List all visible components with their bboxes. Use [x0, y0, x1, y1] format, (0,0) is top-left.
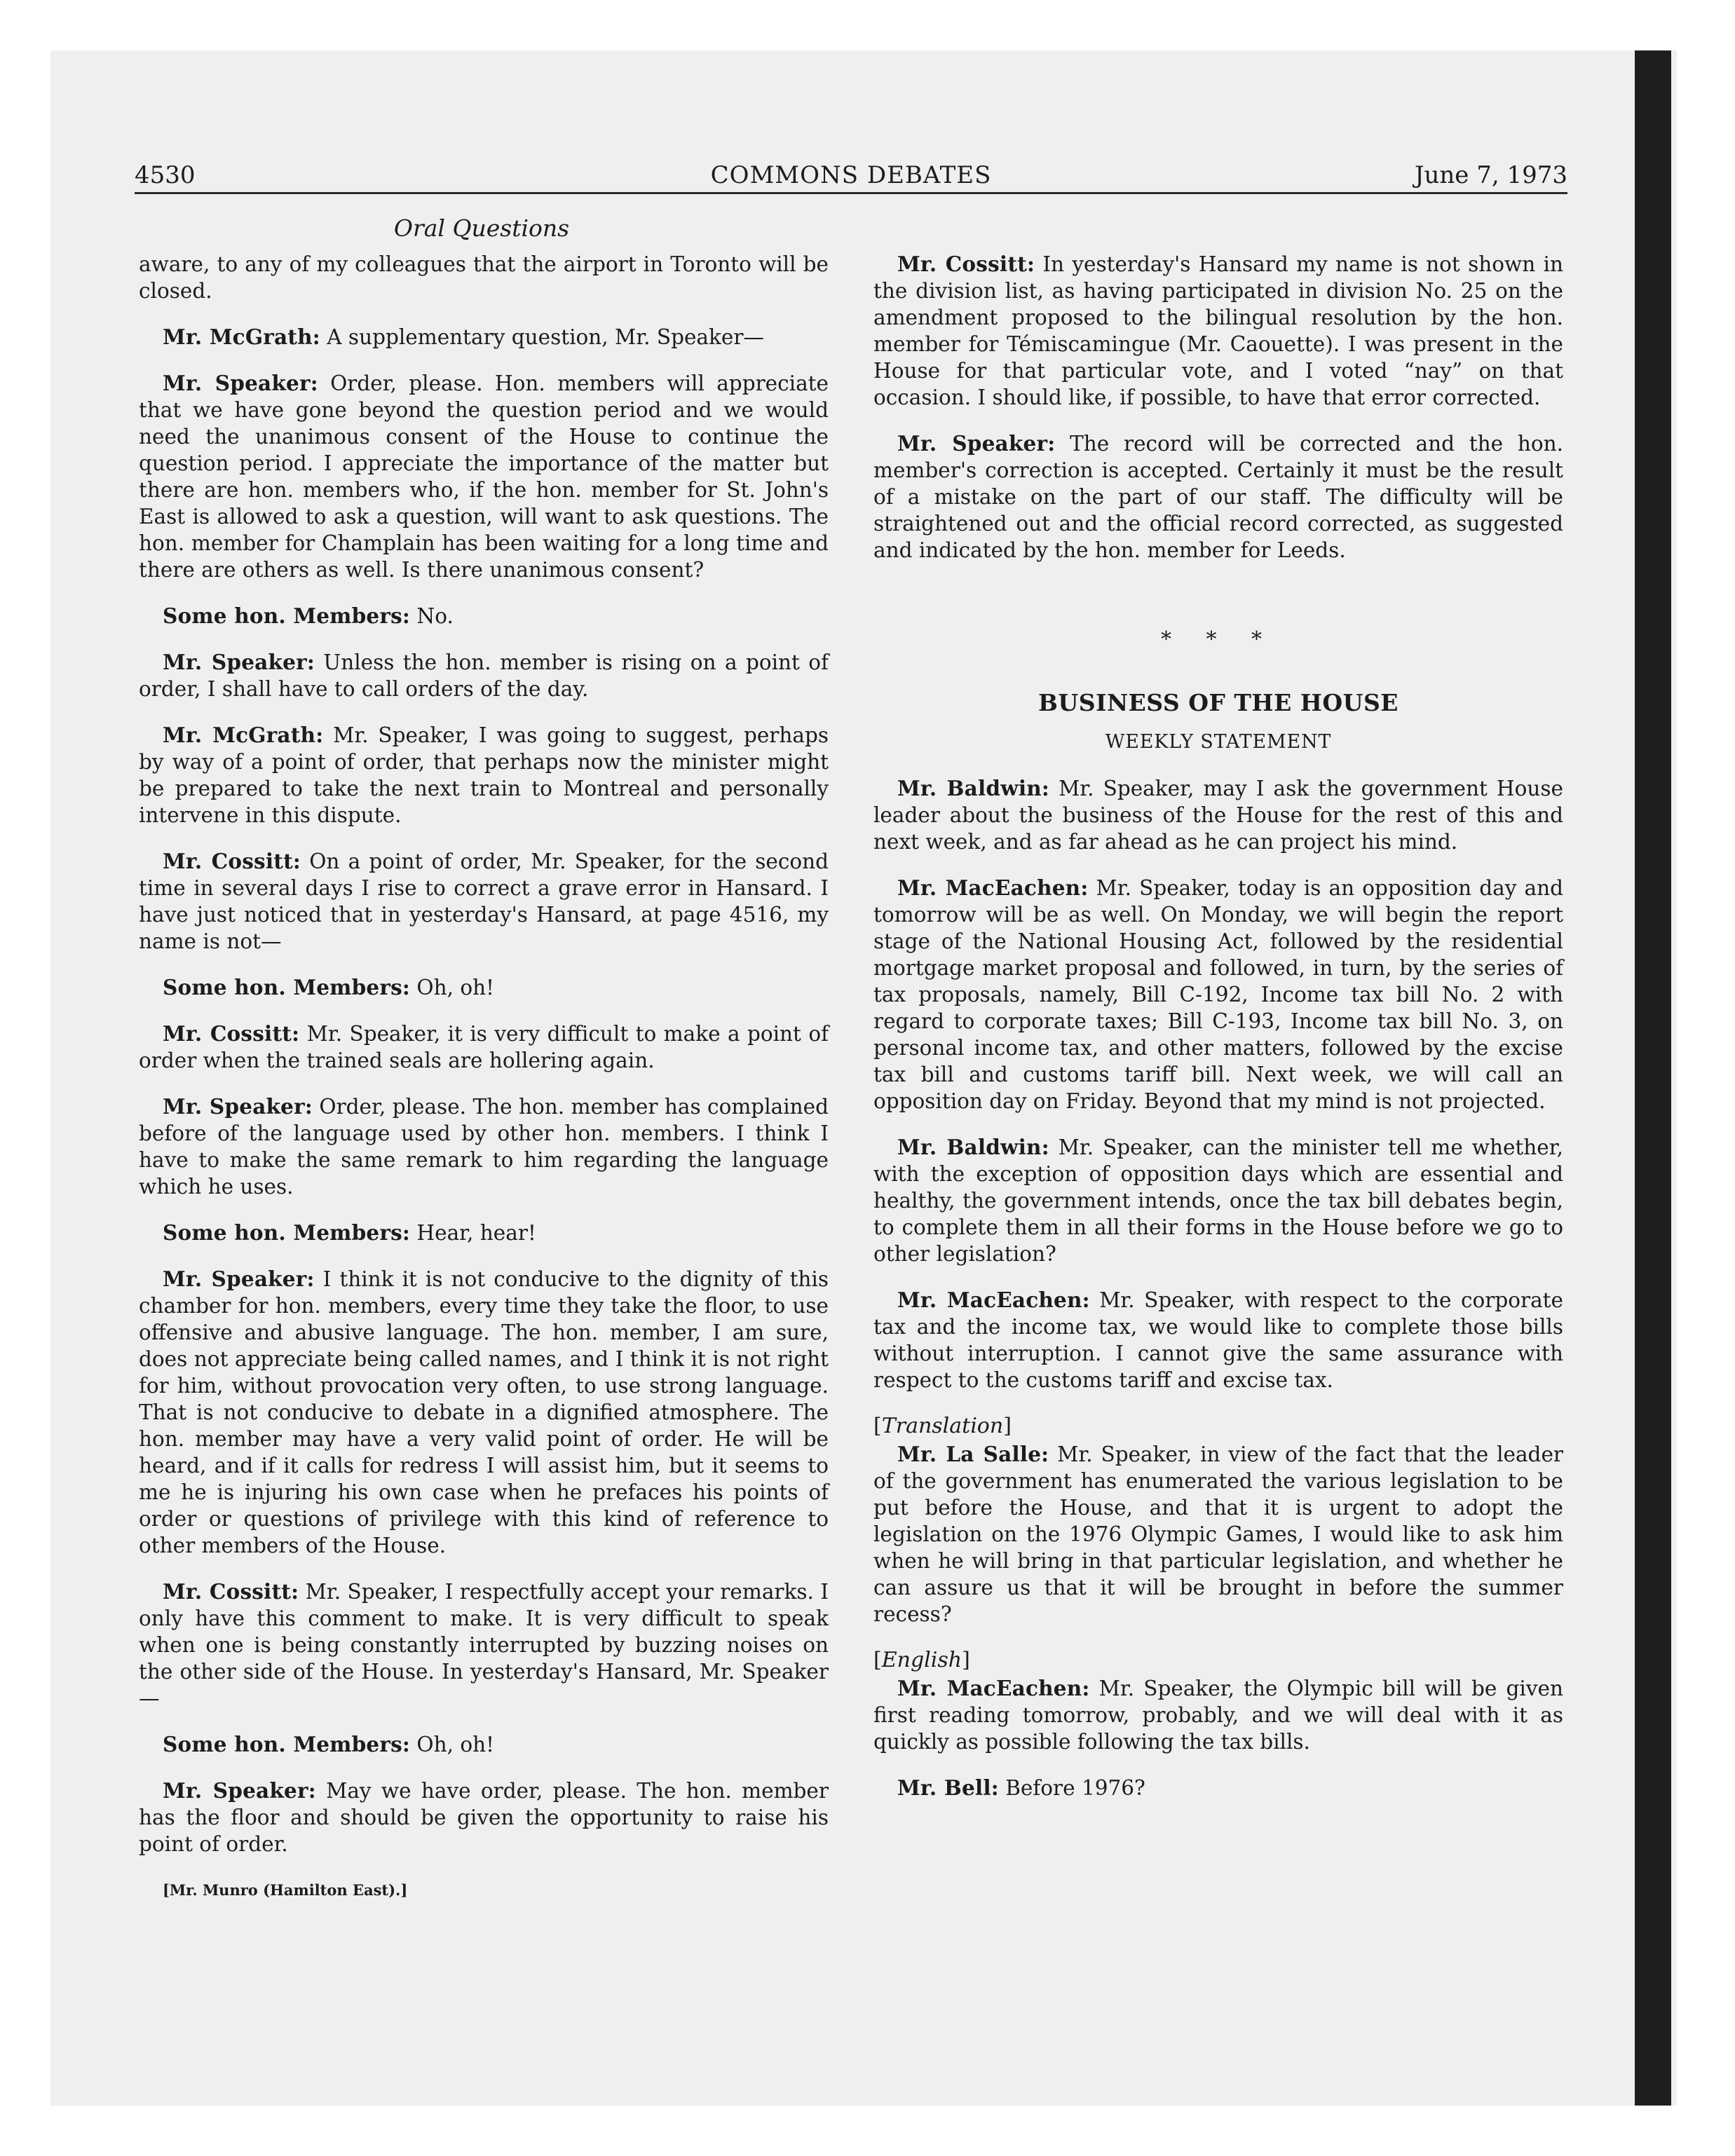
speech-paragraph: [139, 1093, 829, 1200]
translation-marker-text: Translation: [881, 1414, 1004, 1438]
speaker-name: Some hon. Members:: [163, 1732, 411, 1756]
speech-text: Before 1976?: [998, 1776, 1145, 1800]
right-column-top-paragraphs: [873, 251, 1563, 564]
speech-text: Mr. Speaker, I was going to suggest, perhaps by way of a point of order, that perhaps now the minister might be prepared to take the next train to Montreal and personally intervene in this dispute.: [139, 723, 829, 827]
speech-text: Unless the hon. member is rising on a point of order, I shall have to call orders of the day.: [139, 650, 829, 701]
speech-paragraph: [139, 1778, 829, 1857]
speech-paragraph: [873, 430, 1563, 564]
left-column-paragraphs: [139, 251, 829, 1857]
right-column-english-paragraphs: [873, 1675, 1563, 1801]
speech-text: On a point of order, Mr. Speaker, for the second time in several days I rise to correct a grave error in Hansard. I have just noticed that in yesterday's Hansard, at page 4516, my name is not—: [139, 850, 829, 953]
speech-text: Oh, oh!: [410, 1733, 494, 1756]
speech-text: I think it is not conducive to the dignity of this chamber for hon. members, every time they take the floor, to use offensive and abusive language. The hon. member, I am sure, does not appreciate being called names, and I think it is not right for him, without provocation very often, to use strong language. That is not conducive to debate in a dignified atmosphere. The hon. member may have a very valid point of order. He will be heard, and if it calls for redress I will assist him, but it seems to me he is injuring his own case when he prefaces his points of order or questions of privilege with this kind of reference to other members of the House.: [139, 1267, 829, 1557]
speech-text: Hear, hear!: [410, 1221, 536, 1245]
speaker-name: Mr. Speaker:: [897, 431, 1056, 456]
section-separator: * * *: [1160, 627, 1277, 652]
speech-paragraph: [873, 251, 1563, 411]
right-column: [873, 251, 1563, 1821]
speaker-name: Mr. La Salle:: [897, 1442, 1049, 1466]
left-column: [139, 251, 829, 1904]
speech-paragraph: [139, 324, 829, 350]
speech-paragraph: [139, 1220, 829, 1246]
right-column-mid-paragraphs: [873, 775, 1563, 1393]
page-number: 4530: [135, 161, 196, 189]
scan-edge-shadow: [1635, 50, 1671, 2106]
speech-text: Order, please. Hon. members will appreciate that we have gone beyond the question period and we would need the unanimous consent of the House to continue the question period. I appreciate the importance of the matter but there are hon. members who, if the hon. member for St. John's East is allowed to ask a question, will want to ask questions. The hon. member for Champlain has been waiting for a long time and there are others as well. Is there unanimous consent?: [139, 371, 829, 582]
speech-text: Mr. Speaker, in view of the fact that the leader of the government has enumerated the various legislation to be put before the House, and that it is urgent to adopt the legislation on the 1976 Olympic Games, I would like to ask him when he will bring in that particular legislation, and whether he can assure us that it will be brought in before the summer recess?: [873, 1442, 1564, 1626]
english-marker-text: English: [881, 1648, 962, 1672]
speech-text: No.: [410, 604, 454, 628]
speaker-name: Mr. MacEachen:: [897, 1676, 1090, 1700]
speaker-name: Mr. Speaker:: [163, 650, 315, 674]
speaker-name: Mr. Speaker:: [163, 1267, 315, 1291]
speech-text: Mr. Speaker, today is an opposition day and tomorrow will be as well. On Monday, we will begin the report stage of the National Housing Act, followed by the residential mortgage market proposal and followed, in turn, by the series of tax proposals, namely, Bill C-192, Income tax bill No. 2 with regard to corporate taxes; Bill C-193, Income tax bill No. 3, on personal income tax, and other matters, followed by the excise tax bill and customs tariff bill. Next week, we will call an opposition day on Friday. Beyond that my mind is not projected.: [873, 876, 1563, 1113]
speech-paragraph: [873, 1441, 1563, 1628]
speaker-name: Mr. Cossitt:: [163, 849, 301, 873]
speech-paragraph: [139, 1731, 829, 1758]
speech-paragraph: [873, 1287, 1563, 1393]
speech-paragraph: [873, 1775, 1563, 1801]
speaker-name: Mr. McGrath:: [163, 723, 324, 747]
speaker-name: Mr. Speaker:: [163, 1094, 313, 1119]
speaker-name: Mr. Cossitt:: [897, 252, 1035, 276]
speaker-name: Some hon. Members:: [163, 1220, 411, 1245]
speaker-name: Mr. Cossitt:: [163, 1579, 299, 1604]
speech-text: Mr. Speaker, may I ask the government House leader about the business of the House for the rest of this and next week, and as far ahead as he can project his mind.: [873, 777, 1563, 854]
speech-paragraph: [139, 722, 829, 828]
speech-paragraph: [873, 1675, 1563, 1755]
speech-paragraph: [139, 603, 829, 629]
speech-paragraph: [139, 251, 829, 304]
right-column-translation-paragraphs: [873, 1441, 1563, 1628]
running-header: [135, 160, 1567, 194]
speech-paragraph: [139, 848, 829, 955]
speech-text: Oh, oh!: [410, 976, 494, 999]
speaker-name: Mr. Baldwin:: [897, 776, 1049, 800]
speech-paragraph: [139, 370, 829, 583]
issue-date: June 7, 1973: [1414, 161, 1567, 189]
speech-paragraph: [873, 775, 1563, 855]
journal-title: COMMONS DEBATES: [710, 161, 992, 189]
speech-text: Mr. Speaker, can the minister tell me whether, with the exception of opposition days which are essential and healthy, the government intends, once the tax bill debates begin, to complete them in all their forms in the House before we go to other legislation?: [873, 1135, 1563, 1266]
speaker-name: Mr. Baldwin:: [897, 1135, 1049, 1159]
speaker-name: Mr. McGrath:: [163, 325, 320, 349]
speech-paragraph: [873, 1134, 1563, 1267]
speaker-name: Some hon. Members:: [163, 603, 411, 628]
speaker-name: Mr. Speaker:: [163, 1778, 316, 1803]
section-heading: BUSINESS OF THE HOUSE: [1038, 689, 1399, 716]
speech-paragraph: [139, 1578, 829, 1712]
speech-text: In yesterday's Hansard my name is not shown in the division list, as having participated in division No. 25 on the amendment proposed to the bilingual resolution by the hon. member for Témiscamingue (Mr. Caouette). I was present in the House for that particular vote, and I voted “nay” on that occasion. I should like, if possible, to have that error corrected.: [873, 252, 1563, 409]
speech-text: The record will be corrected and the hon. member's correction is accepted. Certainly it must be the result of a mistake on the part of our staff. The difficulty will be straightened out and the official record corrected, as suggested and indicated by the hon. member for Leeds.: [873, 432, 1563, 562]
speaker-name: Mr. Cossitt:: [163, 1021, 300, 1046]
speaker-name: Mr. MacEachen:: [897, 875, 1089, 900]
translation-marker: [Translation]: [873, 1414, 1012, 1438]
english-marker: [English]: [873, 1648, 970, 1672]
speech-paragraph: [139, 649, 829, 702]
speech-text: Mr. Speaker, with respect to the corporate tax and the income tax, we would like to complete those bills without interruption. I cannot give the same assurance with respect to the customs tariff and excise tax.: [873, 1288, 1563, 1392]
speech-paragraph: [139, 974, 829, 1001]
speech-text: Mr. Speaker, I respectfully accept your remarks. I only have this comment to make. It is very difficult to speak when one is being constantly interrupted by buzzing noises on the other side of the House. In yesterday's Hansard, Mr. Speaker—: [139, 1580, 829, 1710]
speech-paragraph: [873, 875, 1563, 1114]
speech-text: Mr. Speaker, the Olympic bill will be given first reading tomorrow, probably, and we will deal with it as quickly as possible following the tax bills.: [873, 1677, 1563, 1754]
speech-text: A supplementary question, Mr. Speaker—: [320, 325, 764, 349]
speaker-name: Mr. MacEachen:: [897, 1288, 1090, 1312]
speech-text: Mr. Speaker, it is very difficult to make a point of order when the trained seals are hollering again.: [139, 1022, 829, 1072]
speaker-name: Mr. Bell:: [897, 1775, 999, 1800]
speaker-name: Mr. Speaker:: [163, 371, 318, 395]
section-label: Oral Questions: [393, 214, 570, 242]
speech-text: Order, please. The hon. member has complained before of the language used by other hon. members. I think I have to make the same remark to him regarding the language which he uses.: [139, 1095, 829, 1199]
speech-text: aware, to any of my colleagues that the airport in Toronto will be closed.: [139, 252, 829, 303]
speech-text: May we have order, please. The hon. member has the floor and should be given the opportunity to raise his point of order.: [139, 1779, 829, 1856]
footnote: [Mr. Munro (Hamilton East).]: [163, 1881, 408, 1899]
speaker-name: Some hon. Members:: [163, 975, 411, 999]
speech-paragraph: [139, 1021, 829, 1074]
speech-paragraph: [139, 1266, 829, 1559]
section-subheading: WEEKLY STATEMENT: [1105, 731, 1332, 753]
